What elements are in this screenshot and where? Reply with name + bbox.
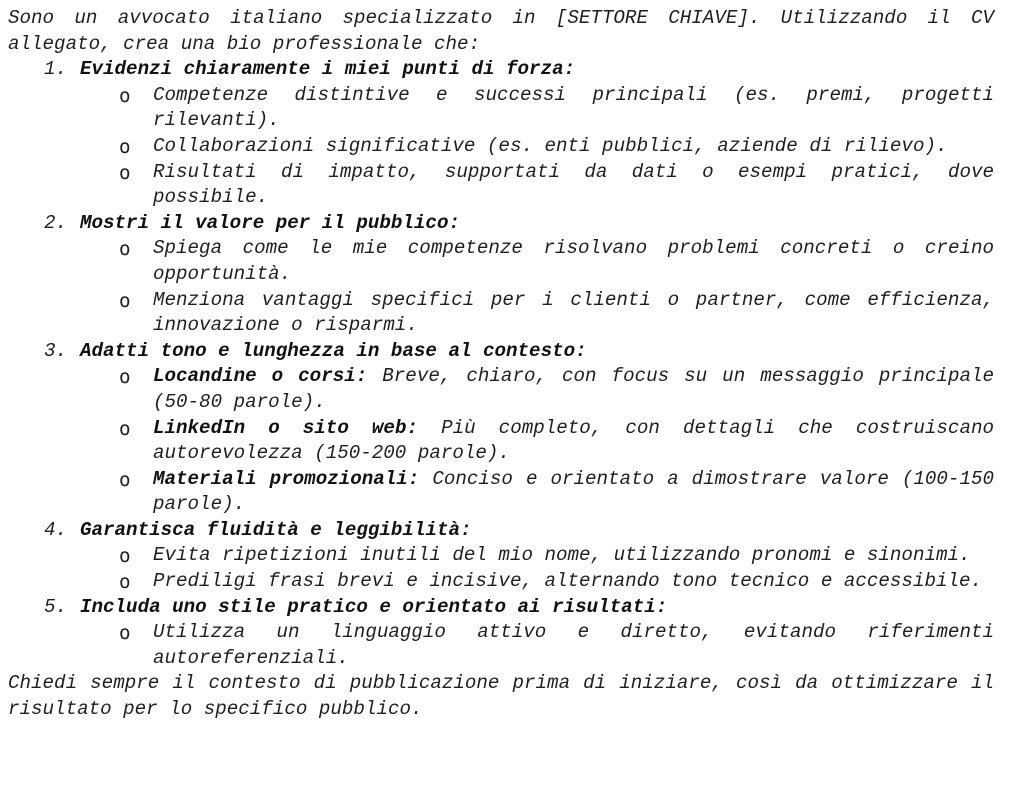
sub-item-text: Evita ripetizioni inutili del mio nome, utilizzando pronomi e sinonimi. xyxy=(153,544,971,567)
sub-item xyxy=(8,160,994,211)
list-item xyxy=(8,595,994,672)
list-item xyxy=(8,518,994,595)
item-number: 1. xyxy=(44,58,68,81)
bullet-marker: o xyxy=(119,237,131,261)
sub-item xyxy=(8,134,994,160)
item-title: Evidenzi chiaramente i miei punti di forza: xyxy=(80,58,576,81)
sub-item xyxy=(8,236,994,287)
item-heading xyxy=(8,339,994,365)
sub-item xyxy=(8,569,994,595)
bullet-marker: o xyxy=(119,416,131,440)
sub-item-label: Locandine o corsi: xyxy=(153,365,368,388)
bullet-marker: o xyxy=(119,365,131,389)
item-heading xyxy=(8,57,994,83)
sub-list xyxy=(8,364,994,518)
sub-list xyxy=(8,543,994,594)
bullet-marker: o xyxy=(119,288,131,312)
sub-list xyxy=(8,236,994,338)
list-item xyxy=(8,57,994,211)
list-item xyxy=(8,339,994,518)
bullet-marker: o xyxy=(119,570,131,594)
item-number: 2. xyxy=(44,211,68,234)
bullet-marker: o xyxy=(119,621,131,645)
sub-item xyxy=(8,364,994,415)
document-body xyxy=(8,6,994,723)
bullet-marker: o xyxy=(119,83,131,107)
item-heading xyxy=(8,211,994,237)
sub-list xyxy=(8,83,994,211)
item-heading xyxy=(8,518,994,544)
sub-item xyxy=(8,288,994,339)
sub-item-text: Utilizza un linguaggio attivo e diretto, evitando riferimenti autoreferenziali. xyxy=(153,621,994,669)
bullet-marker: o xyxy=(119,134,131,158)
item-title: Mostri il valore per il pubblico: xyxy=(80,211,460,234)
item-number: 5. xyxy=(44,595,68,618)
item-title: Includa uno stile pratico e orientato ai risultati: xyxy=(80,595,668,618)
item-number: 4. xyxy=(44,518,68,541)
sub-item xyxy=(8,467,994,518)
sub-item-text: Prediligi frasi brevi e incisive, alternando tono tecnico e accessibile. xyxy=(153,570,983,593)
sub-item-text: Collaborazioni significative (es. enti pubblici, aziende di rilievo). xyxy=(153,134,948,157)
sub-item xyxy=(8,620,994,671)
item-title: Adatti tono e lunghezza in base al contesto: xyxy=(80,339,587,362)
intro-paragraph: Sono un avvocato italiano specializzato in [SETTORE CHIAVE]. Utilizzando il CV allegato, crea una bio professionale che: xyxy=(8,7,994,55)
sub-item-text: Risultati di impatto, supportati da dati o esempi pratici, dove possibile. xyxy=(153,160,994,209)
instruction-list xyxy=(8,57,994,671)
sub-item-label: Materiali promozionali: xyxy=(153,467,420,490)
outro-paragraph: Chiedi sempre il contesto di pubblicazione prima di iniziare, così da ottimizzare il risultato per lo specifico pubblico. xyxy=(8,672,994,721)
bullet-marker: o xyxy=(119,544,131,568)
sub-item xyxy=(8,416,994,467)
item-number: 3. xyxy=(44,339,68,362)
sub-item xyxy=(8,543,994,569)
sub-item xyxy=(8,83,994,134)
sub-item-text: Spiega come le mie competenze risolvano problemi concreti o creino opportunità. xyxy=(153,237,994,285)
list-item xyxy=(8,211,994,339)
item-heading xyxy=(8,595,994,621)
item-title: Garantisca fluidità e leggibilità: xyxy=(80,518,472,541)
sub-item-label: LinkedIn o sito web: xyxy=(153,416,418,439)
bullet-marker: o xyxy=(119,467,131,491)
sub-item-text: Competenze distintive e successi principali (es. premi, progetti rilevanti). xyxy=(153,83,994,132)
sub-item-text: Menziona vantaggi specifici per i clienti o partner, come efficienza, innovazione o risparmi. xyxy=(153,288,994,337)
bullet-marker: o xyxy=(119,160,131,184)
sub-list xyxy=(8,620,994,671)
sub-item-text: Breve, chiaro, con focus su un messaggio principale (50-80 parole). xyxy=(153,365,995,413)
sub-item-text: Più completo, con dettagli che costruiscano autorevolezza (150-200 parole). xyxy=(153,416,994,465)
sub-item-text: Conciso e orientato a dimostrare valore (100-150 parole). xyxy=(153,467,994,516)
